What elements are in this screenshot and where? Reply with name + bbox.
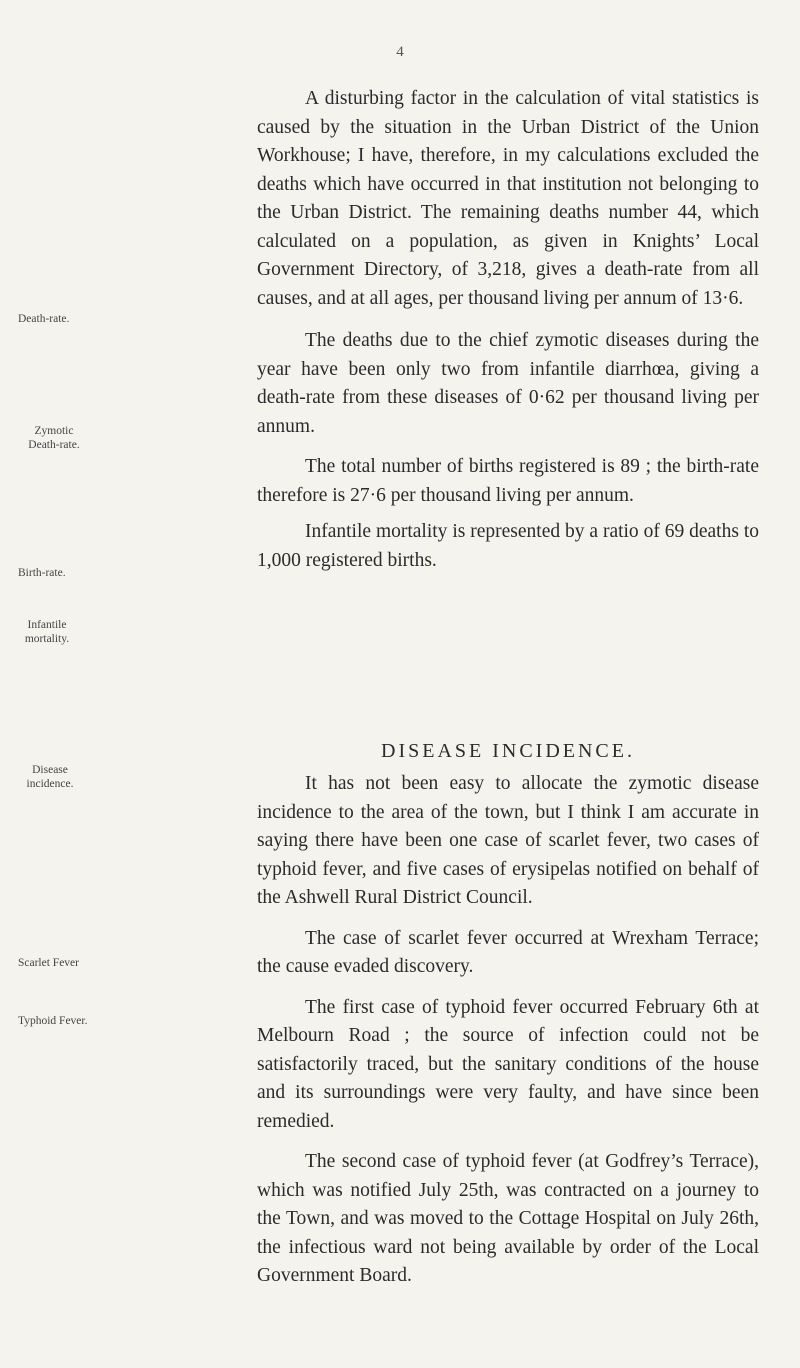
margin-note-zymotic-line1: Zymotic [34,425,74,437]
body-block-vital-statistics [257,85,759,575]
margin-note-infantile [18,618,76,646]
margin-note-zymotic [18,424,90,452]
margin-note-disease-line1: Disease [32,764,68,776]
margin-note-birth-rate: Birth-rate. [18,567,66,579]
margin-note-typhoid-fever: Typhoid Fever. [18,1015,88,1027]
paragraph-zymotic: The deaths due to the chief zymotic diseases during the year have been only two from infantile diarrhœa, giving a death-rate from these diseases of 0·62 per thousand living per annum. [257,330,759,437]
paragraph-infantile-mortality: Infantile mortality is represented by a ratio of 69 deaths to 1,000 registered births. [257,521,759,571]
section-heading-disease-incidence: DISEASE INCIDENCE. [381,740,635,762]
paragraph-typhoid-second: The second case of typhoid fever (at Godfrey’s Terrace), which was notified July 25th, was contracted on a journey to the Town, and was moved to the Cottage Hospital on July 26th, the infectious ward not being available by order of the Local Government Board. [257,1151,759,1286]
paragraph-birth-rate: The total number of births registered is 89 ; the birth-rate therefore is 27·6 per thousand living per annum. [257,456,759,506]
margin-note-infantile-line1: Infantile [27,619,67,631]
margin-note-infantile-line2: mortality. [24,633,70,645]
margin-note-scarlet-fever: Scarlet Fever [18,957,79,969]
paragraph-typhoid-first: The first case of typhoid fever occurred February 6th at Melbourn Road ; the source of infection could not be satisfactorily traced, but the sanitary conditions of the house and its surroundings were very faulty, and have since been remedied. [257,996,759,1132]
margin-note-disease-line2: incidence. [26,778,74,790]
margin-note-zymotic-line2: Death-rate. [28,439,80,451]
paragraph-scarlet-fever: The case of scarlet fever occurred at Wrexham Terrace; the cause evaded discovery. [257,927,759,977]
margin-note-death-rate: Death-rate. [18,313,70,325]
margin-note-disease-incidence [18,763,82,791]
paragraph-death-rate: A disturbing factor in the calculation of vital statistics is caused by the situation in the Urban District of the Union Workhouse; I have, therefore, in my calculations excluded the deaths which have occurred in that institution not belonging to the Urban District. The remaining deaths number 44, which calculated on a population, as given in Knights’ Local Government Directory, of 3,218, gives a death-rate from all causes, and at all ages, per thousand living per annum of 13·6. [257,88,759,309]
page-number: 4 [396,44,404,60]
paragraph-disease-incidence: It has not been easy to allocate the zymotic disease incidence to the area of the town, but I think I am accurate in saying there have been one case of scarlet fever, two cases of typhoid fever, and five cases of erysipelas notified on behalf of the Ashwell Rural District Council. [257,773,759,908]
body-block-disease-incidence [257,770,759,1291]
